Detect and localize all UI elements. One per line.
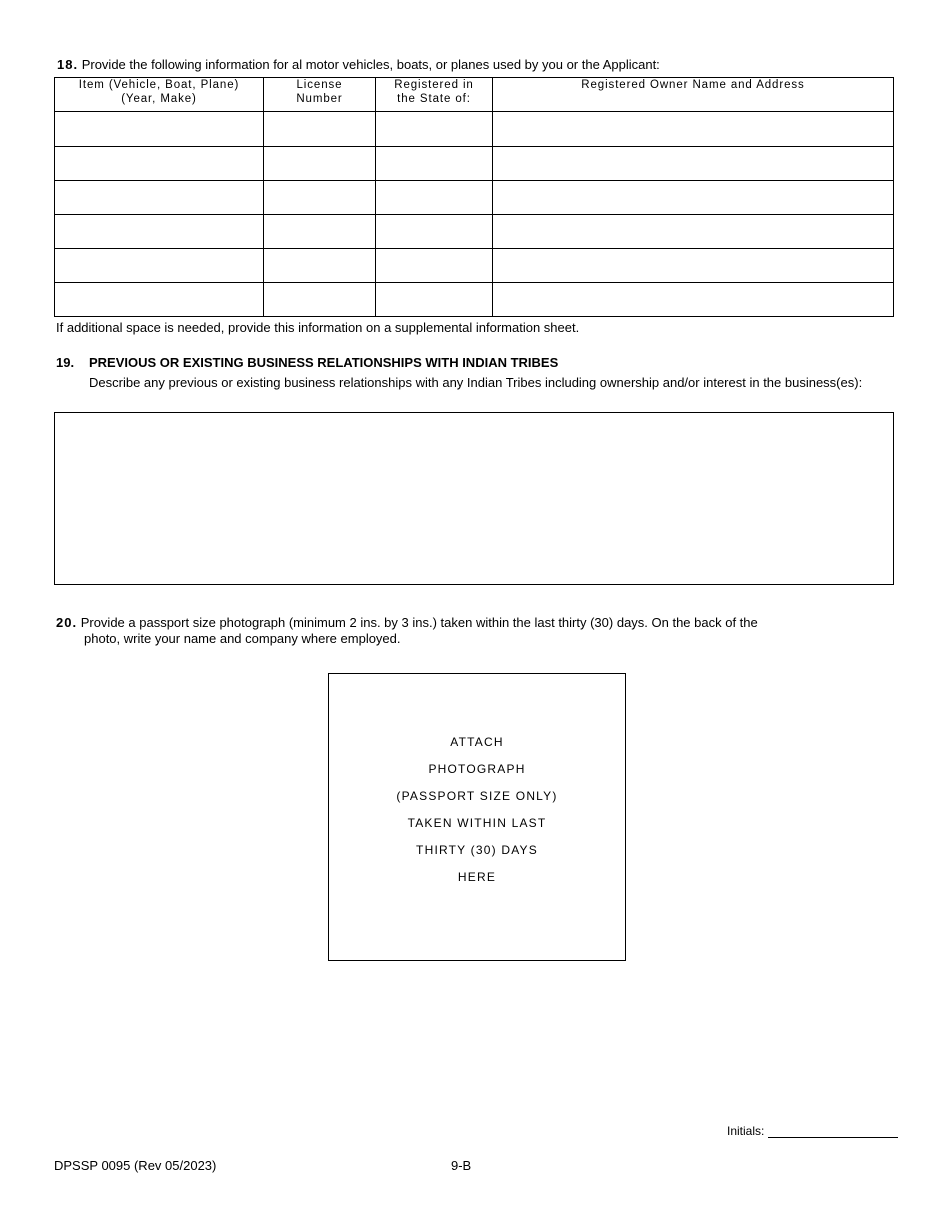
question-20-text-line1: Provide a passport size photograph (minimum 2 ins. by 3 ins.) taken within the last thirty (30) days. On the back of the <box>80 615 758 630</box>
cell-owner[interactable] <box>493 215 894 249</box>
photo-line-3: (PASSPORT SIZE ONLY) <box>396 789 558 803</box>
cell-owner[interactable] <box>493 112 894 147</box>
cell-state[interactable] <box>376 112 493 147</box>
cell-owner[interactable] <box>493 249 894 283</box>
cell-item[interactable] <box>55 249 264 283</box>
initials-label: Initials: <box>727 1124 765 1138</box>
question-19-heading <box>56 355 558 370</box>
cell-item[interactable] <box>55 215 264 249</box>
photo-line-1: ATTACH <box>450 735 504 749</box>
cell-license[interactable] <box>264 147 376 181</box>
column-header-state: Registered in the State of: <box>376 78 493 112</box>
column-header-owner: Registered Owner Name and Address <box>493 78 894 112</box>
cell-owner[interactable] <box>493 283 894 317</box>
cell-owner[interactable] <box>493 181 894 215</box>
vehicle-table-header <box>55 78 894 112</box>
photo-line-2: PHOTOGRAPH <box>428 762 526 776</box>
cell-owner[interactable] <box>493 147 894 181</box>
table-row <box>55 215 894 249</box>
cell-state[interactable] <box>376 147 493 181</box>
cell-license[interactable] <box>264 181 376 215</box>
table-row <box>55 181 894 215</box>
form-id: DPSSP 0095 (Rev 05/2023) <box>54 1158 217 1173</box>
question-20 <box>56 615 876 647</box>
vehicle-table <box>54 77 894 317</box>
initials-block <box>727 1124 898 1138</box>
cell-item[interactable] <box>55 112 264 147</box>
question-19-number: 19. <box>56 355 75 370</box>
photo-line-4: TAKEN WITHIN LAST <box>407 816 547 830</box>
cell-state[interactable] <box>376 215 493 249</box>
photo-instructions <box>329 734 625 896</box>
column-header-item: Item (Vehicle, Boat, Plane) (Year, Make) <box>55 78 264 112</box>
table-row <box>55 112 894 147</box>
table-row <box>55 147 894 181</box>
initials-field[interactable] <box>768 1124 898 1138</box>
question-20-number: 20. <box>56 615 78 630</box>
cell-item[interactable] <box>55 283 264 317</box>
question-18-text: Provide the following information for al motor vehicles, boats, or planes used by you or the Applicant: <box>81 57 660 72</box>
question-20-text-line2: photo, write your name and company where employed. <box>84 631 401 646</box>
question-19-title: PREVIOUS OR EXISTING BUSINESS RELATIONSHIPS WITH INDIAN TRIBES <box>89 355 559 370</box>
table-row <box>55 249 894 283</box>
question-19-description: Describe any previous or existing business relationships with any Indian Tribes including ownership and/or interest in the business(es): <box>89 375 863 390</box>
cell-license[interactable] <box>264 283 376 317</box>
question-18-number: 18. <box>57 57 79 72</box>
cell-item[interactable] <box>55 181 264 215</box>
cell-state[interactable] <box>376 283 493 317</box>
cell-state[interactable] <box>376 249 493 283</box>
question-18 <box>57 57 907 72</box>
photo-line-5: THIRTY (30) DAYS <box>416 843 538 857</box>
column-header-license: License Number <box>264 78 376 112</box>
photo-line-6: HERE <box>457 870 497 884</box>
photo-attachment-box[interactable] <box>328 673 626 961</box>
cell-item[interactable] <box>55 147 264 181</box>
cell-license[interactable] <box>264 112 376 147</box>
vehicle-table-note: If additional space is needed, provide this information on a supplemental information sheet. <box>56 320 580 335</box>
cell-license[interactable] <box>264 249 376 283</box>
cell-state[interactable] <box>376 181 493 215</box>
page-number: 9-B <box>451 1158 472 1173</box>
table-row <box>55 283 894 317</box>
business-relationships-field[interactable] <box>54 412 894 585</box>
cell-license[interactable] <box>264 215 376 249</box>
